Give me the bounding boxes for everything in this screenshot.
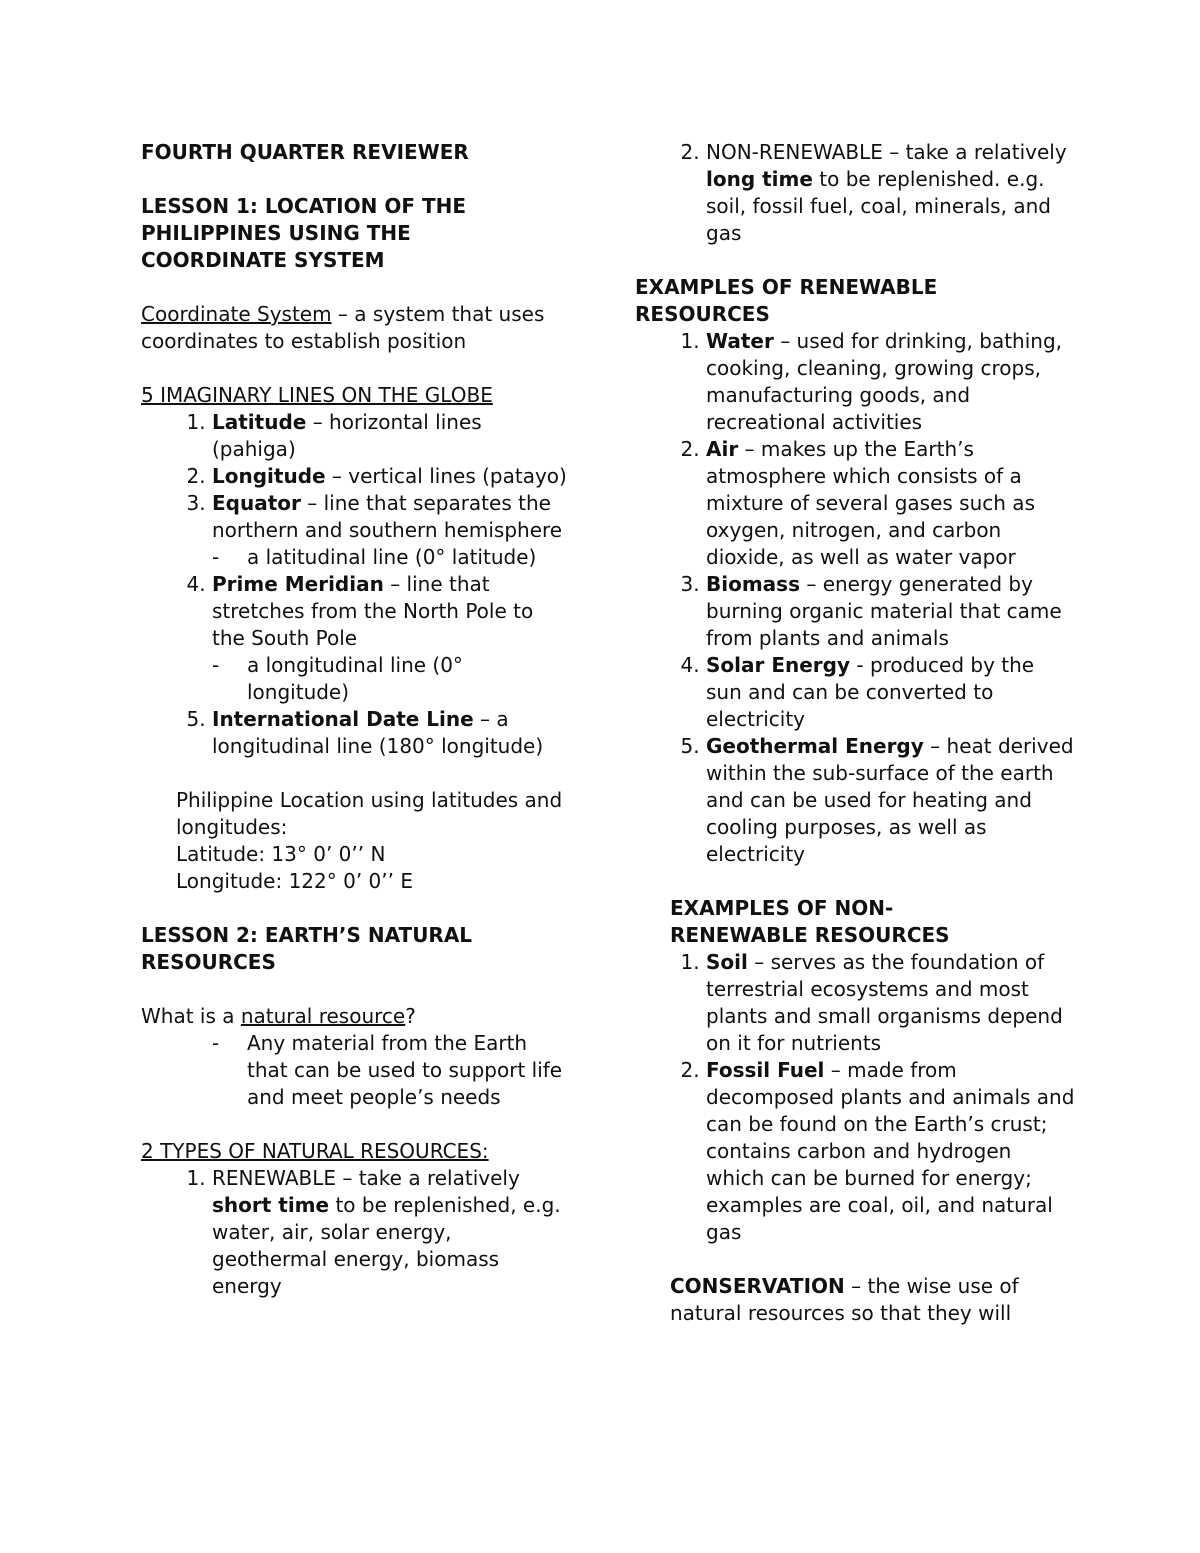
renewable-list <box>635 328 1075 868</box>
list-item: 4. Prime Meridian – line that stretches from the North Pole to the South Pole - a longitudinal line (0° longitude) <box>212 571 571 706</box>
list-item: - a longitudinal line (0° longitude) <box>247 652 571 706</box>
natural-resource-answer <box>141 1030 571 1111</box>
list-item: - Any material from the Earth that can be used to support life and meet people’s needs <box>247 1030 571 1111</box>
left-column <box>141 139 571 1300</box>
sub-list <box>212 544 571 571</box>
types-heading: 2 TYPES OF NATURAL RESOURCES: <box>141 1139 489 1163</box>
list-item: 1. Latitude – horizontal lines (pahiga) <box>212 409 571 463</box>
nonrenewable-list <box>670 949 1075 1246</box>
right-column <box>635 139 1075 1327</box>
list-item: 3. Equator – line that separates the northern and southern hemisphere - a latitudinal line (0° latitude) <box>212 490 571 571</box>
coordinate-system-term: Coordinate System <box>141 302 332 326</box>
list-item: 1. RENEWABLE – take a relatively short time to be replenished, e.g. water, air, solar energy, geothermal energy, biomass energy <box>212 1165 571 1300</box>
renewable-heading: EXAMPLES OF RENEWABLE RESOURCES <box>635 275 938 326</box>
list-item: 2. Fossil Fuel – made from decomposed plants and animals and can be found on the Earth’s crust; contains carbon and hydrogen which can be burned for energy; examples are coal, oil, and natural gas <box>706 1057 1075 1246</box>
natural-resource-question: What is a natural resource? <box>141 1004 416 1028</box>
coordinate-system-definition: Coordinate System – a system that uses coordinates to establish position <box>141 302 545 353</box>
list-item: - a latitudinal line (0° latitude) <box>247 544 571 571</box>
latitude-value: Latitude: 13° 0’ 0’’ N <box>176 842 386 866</box>
list-item: 1. Water – used for drinking, bathing, cooking, cleaning, growing crops, manufacturing goods, and recreational activities <box>706 328 1075 436</box>
list-item: 3. Biomass – energy generated by burning organic material that came from plants and animals <box>706 571 1075 652</box>
sub-list <box>212 652 571 706</box>
list-item: 4. Solar Energy - produced by the sun and can be converted to electricity <box>706 652 1075 733</box>
conservation-definition: CONSERVATION – the wise use of natural resources so that they will <box>670 1274 1019 1325</box>
lesson1-heading: LESSON 1: LOCATION OF THE PHILIPPINES USING THE COORDINATE SYSTEM <box>141 194 466 272</box>
nonrenewable-section <box>635 895 1075 1327</box>
lesson2-heading: LESSON 2: EARTH’S NATURAL RESOURCES <box>141 923 473 974</box>
list-item: 5. International Date Line – a longitudinal line (180° longitude) <box>212 706 571 760</box>
types-list-continued <box>635 139 1075 247</box>
philippine-location: Philippine Location using latitudes and longitudes: Latitude: 13° 0’ 0’’ N Longitude: 122° 0’ 0’’ E <box>141 787 571 895</box>
page-title: FOURTH QUARTER REVIEWER <box>141 140 469 164</box>
list-item: 2. NON-RENEWABLE – take a relatively long time to be replenished. e.g. soil, fossil fuel, coal, minerals, and gas <box>706 139 1075 247</box>
list-item: 1. Soil – serves as the foundation of terrestrial ecosystems and most plants and small organisms depend on it for nutrients <box>706 949 1075 1057</box>
list-item: 2. Air – makes up the Earth’s atmosphere which consists of a mixture of several gases such as oxygen, nitrogen, and carbon dioxide, as well as water vapor <box>706 436 1075 571</box>
types-list <box>141 1165 571 1300</box>
list-item: 2. Longitude – vertical lines (patayo) <box>212 463 571 490</box>
imaginary-lines-list <box>141 409 571 760</box>
list-item: 5. Geothermal Energy – heat derived within the sub-surface of the earth and can be used for heating and cooling purposes, as well as electricity <box>706 733 1075 868</box>
imaginary-lines-heading: 5 IMAGINARY LINES ON THE GLOBE <box>141 383 493 407</box>
nonrenewable-heading: EXAMPLES OF NON- RENEWABLE RESOURCES <box>670 896 950 947</box>
longitude-value: Longitude: 122° 0’ 0’’ E <box>176 869 413 893</box>
